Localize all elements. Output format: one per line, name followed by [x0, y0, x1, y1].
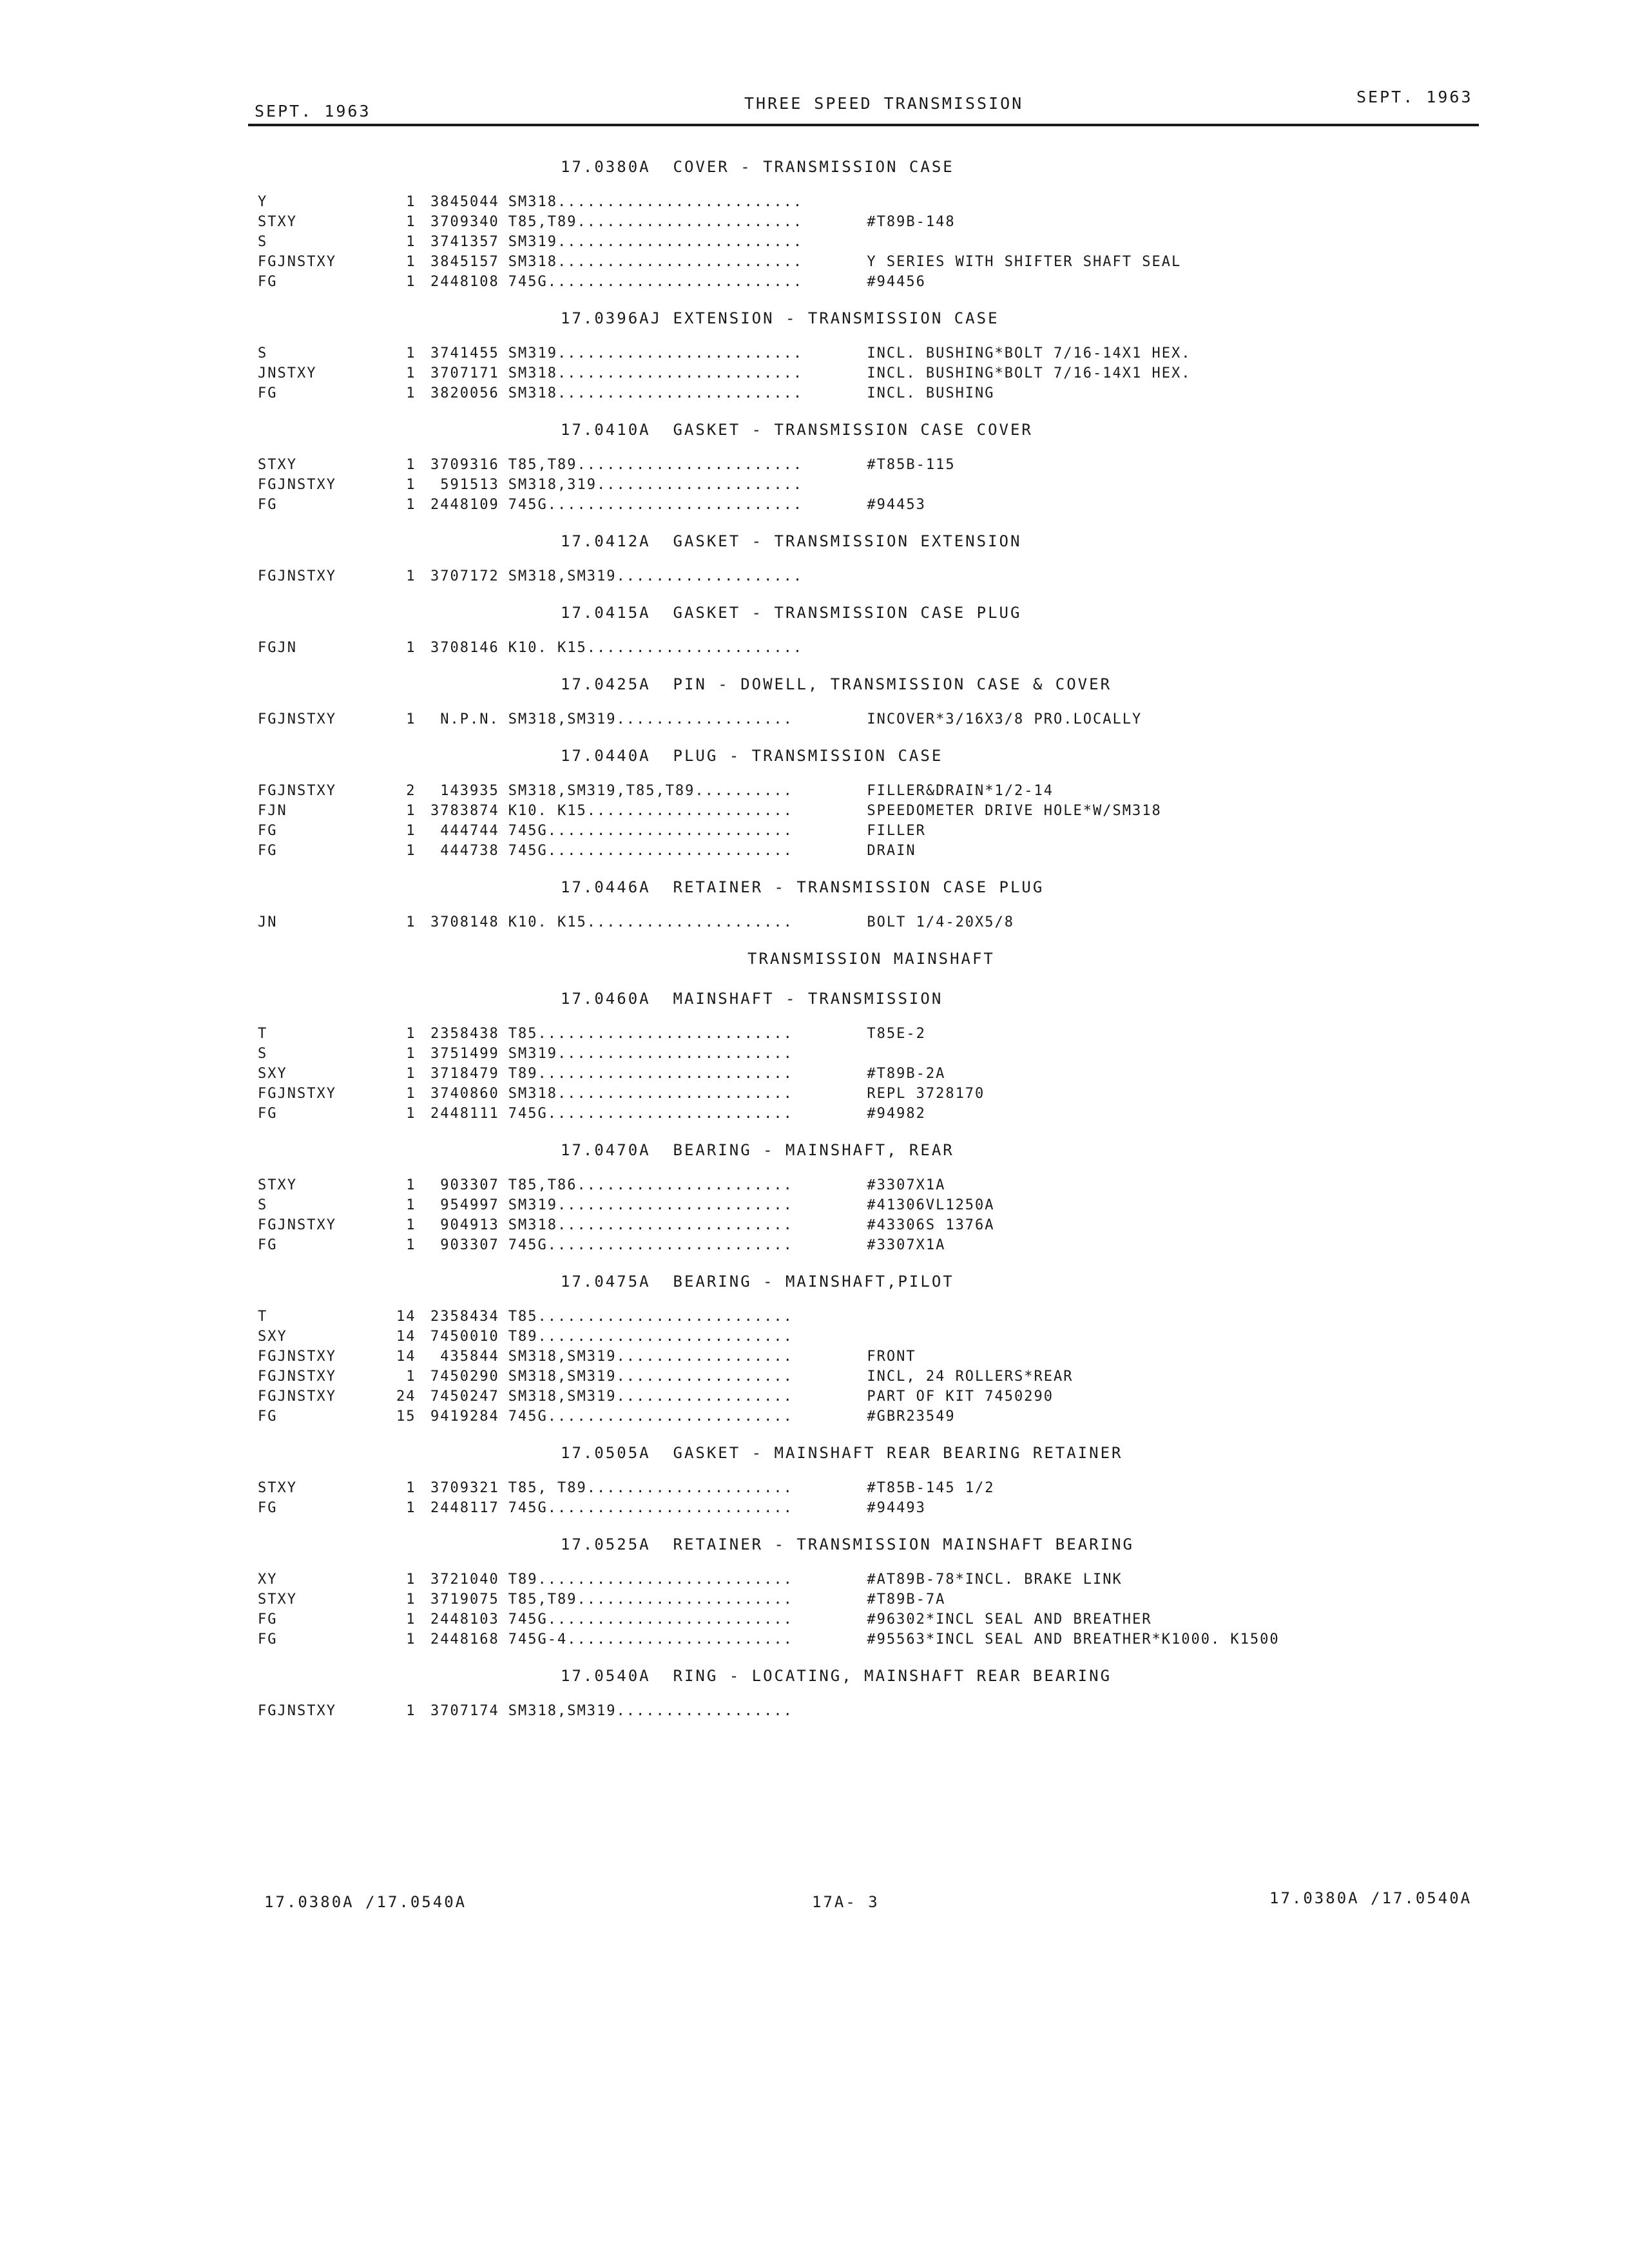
- part-row: [258, 1590, 1431, 1610]
- part-row: [258, 1387, 1431, 1407]
- remarks: #GBR23549: [867, 1408, 956, 1425]
- quantity: 1: [406, 1066, 416, 1082]
- part-row: [258, 638, 1431, 658]
- application: T85,T86......................: [508, 1177, 793, 1193]
- section-title: 17.0412A GASKET - TRANSMISSION EXTENSION: [561, 532, 1022, 550]
- section-title: 17.0525A RETAINER - TRANSMISSION MAINSHAFT BEARING: [561, 1535, 1134, 1553]
- quantity: 1: [406, 1631, 416, 1648]
- remarks: INCL, 24 ROLLERS*REAR: [867, 1369, 1074, 1385]
- quantity: 1: [406, 1591, 416, 1608]
- quantity: 1: [406, 1369, 416, 1385]
- application: 745G.........................: [508, 1106, 793, 1122]
- remarks: #94982: [867, 1106, 926, 1122]
- part-number: 2448108: [430, 274, 499, 290]
- quantity: 1: [406, 1500, 416, 1516]
- application: SM318,SM319..................: [508, 1703, 793, 1719]
- application: 745G.........................: [508, 823, 793, 839]
- section-rows: [258, 455, 1431, 515]
- part-number: N.P.N.: [440, 711, 499, 727]
- series-code: JN: [258, 914, 278, 930]
- part-number: 2448168: [430, 1631, 499, 1648]
- header-date-left: SEPT. 1963: [255, 102, 371, 120]
- footer-page-number: 17A- 3: [812, 1893, 880, 1911]
- remarks: [867, 1044, 1431, 1064]
- remarks: #94456: [867, 274, 926, 290]
- header-title: THREE SPEED TRANSMISSION: [744, 94, 1024, 113]
- section-title: 17.0425A PIN - DOWELL, TRANSMISSION CASE & COVER: [561, 675, 1112, 693]
- application: K10. K15.....................: [508, 803, 793, 819]
- remarks: #3307X1A: [867, 1177, 946, 1193]
- section-rows: [258, 1701, 1431, 1721]
- part-row: [258, 1478, 1431, 1498]
- application: T85,T89......................: [508, 1591, 793, 1608]
- quantity: 1: [406, 803, 416, 819]
- application: SM319.........................: [508, 345, 804, 361]
- quantity: 1: [406, 1197, 416, 1213]
- part-number: 3741455: [430, 345, 499, 361]
- series-code: FGJNSTXY: [258, 783, 336, 799]
- application: 745G.........................: [508, 1611, 793, 1628]
- quantity: 1: [406, 194, 416, 210]
- series-code: FGJNSTXY: [258, 1703, 336, 1719]
- series-code: FGJNSTXY: [258, 254, 336, 270]
- part-number: 435844: [440, 1349, 499, 1365]
- section-rows: [258, 1307, 1431, 1427]
- part-number: 143935: [440, 783, 499, 799]
- remarks: [867, 1307, 1431, 1327]
- part-number: 3721040: [430, 1571, 499, 1588]
- part-number: 903307: [440, 1237, 499, 1253]
- quantity: 14: [396, 1309, 416, 1325]
- quantity: 24: [396, 1389, 416, 1405]
- series-code: FGJN: [258, 640, 297, 656]
- section-rows: [258, 566, 1431, 586]
- section-rows: [258, 709, 1431, 729]
- series-code: FG: [258, 1408, 278, 1425]
- series-code: FG: [258, 1237, 278, 1253]
- section-rows: [258, 781, 1431, 861]
- application: SM318,SM319,T85,T89..........: [508, 783, 793, 799]
- series-code: FG: [258, 823, 278, 839]
- series-code: S: [258, 345, 268, 361]
- remarks: [867, 1327, 1431, 1347]
- application: SM318........................: [508, 1086, 793, 1102]
- series-code: FJN: [258, 803, 287, 819]
- part-row: [258, 912, 1431, 932]
- part-row: [258, 1307, 1431, 1327]
- series-code: FG: [258, 497, 278, 513]
- part-number: 2358434: [430, 1309, 499, 1325]
- part-row: [258, 252, 1431, 272]
- part-number: 3709321: [430, 1480, 499, 1496]
- remarks: FRONT: [867, 1349, 916, 1365]
- section-rows: [258, 1175, 1431, 1255]
- application: T85..........................: [508, 1026, 793, 1042]
- series-code: FG: [258, 1500, 278, 1516]
- section-title: 17.0460A MAINSHAFT - TRANSMISSION: [561, 990, 943, 1008]
- part-number: 2448117: [430, 1500, 499, 1516]
- quantity: 1: [406, 711, 416, 727]
- application: SM318.........................: [508, 194, 804, 210]
- quantity: 1: [406, 1086, 416, 1102]
- part-number: 3751499: [430, 1046, 499, 1062]
- section-title: 17.0540A RING - LOCATING, MAINSHAFT REAR BEARING: [561, 1667, 1112, 1685]
- application: T85,T89.......................: [508, 457, 804, 473]
- part-row: [258, 343, 1431, 363]
- series-code: JNSTXY: [258, 365, 317, 381]
- application: SM318.........................: [508, 365, 804, 381]
- series-code: Y: [258, 194, 268, 210]
- quantity: 1: [406, 385, 416, 401]
- series-code: STXY: [258, 1480, 297, 1496]
- remarks: Y SERIES WITH SHIFTER SHAFT SEAL: [867, 254, 1182, 270]
- remarks: DRAIN: [867, 843, 916, 859]
- footer-range-left: 17.0380A /17.0540A: [264, 1893, 467, 1911]
- series-code: S: [258, 1197, 268, 1213]
- part-number: 3709340: [430, 214, 499, 230]
- application: 745G.........................: [508, 1500, 793, 1516]
- application: SM318.........................: [508, 385, 804, 401]
- section-rows: [258, 1570, 1431, 1649]
- application: SM319.........................: [508, 234, 804, 250]
- part-row: [258, 232, 1431, 252]
- part-row: [258, 475, 1431, 495]
- parts-list: [258, 147, 1431, 1887]
- series-code: STXY: [258, 1177, 297, 1193]
- part-row: [258, 1629, 1431, 1649]
- application: K10. K15......................: [508, 640, 804, 656]
- part-number: 3708148: [430, 914, 499, 930]
- application: T85..........................: [508, 1309, 793, 1325]
- part-row: [258, 1498, 1431, 1518]
- application: T89..........................: [508, 1571, 793, 1588]
- section-title: 17.0380A COVER - TRANSMISSION CASE: [561, 158, 954, 176]
- part-row: [258, 1235, 1431, 1255]
- series-code: FGJNSTXY: [258, 1217, 336, 1233]
- quantity: 2: [406, 783, 416, 799]
- remarks: REPL 3728170: [867, 1086, 985, 1102]
- part-number: 2448109: [430, 497, 499, 513]
- series-code: FG: [258, 274, 278, 290]
- quantity: 1: [406, 274, 416, 290]
- section-title: 17.0415A GASKET - TRANSMISSION CASE PLUG: [561, 604, 1022, 622]
- section-title: 17.0440A PLUG - TRANSMISSION CASE: [561, 747, 943, 765]
- remarks: [867, 232, 1431, 252]
- footer-range-right: 17.0380A /17.0540A: [1269, 1889, 1472, 1907]
- remarks: #AT89B-78*INCL. BRAKE LINK: [867, 1571, 1123, 1588]
- section-title: 17.0410A GASKET - TRANSMISSION CASE COVER: [561, 421, 1033, 439]
- part-number: 3707172: [430, 568, 499, 584]
- remarks: #43306S 1376A: [867, 1217, 995, 1233]
- part-number: 3740860: [430, 1086, 499, 1102]
- part-number: 3708146: [430, 640, 499, 656]
- remarks: [867, 475, 1431, 495]
- part-number: 3709316: [430, 457, 499, 473]
- application: K10. K15.....................: [508, 914, 793, 930]
- part-number: 591513: [440, 477, 499, 493]
- part-number: 3783874: [430, 803, 499, 819]
- quantity: 1: [406, 1217, 416, 1233]
- application: SM318,319.....................: [508, 477, 804, 493]
- application: SM318,SM319..................: [508, 1389, 793, 1405]
- part-row: [258, 1175, 1431, 1195]
- remarks: INCOVER*3/16X3/8 PRO.LOCALLY: [867, 711, 1142, 727]
- remarks: [867, 1701, 1431, 1721]
- application: SM318,SM319..................: [508, 711, 793, 727]
- section-title: 17.0505A GASKET - MAINSHAFT REAR BEARING RETAINER: [561, 1444, 1123, 1462]
- application: T89..........................: [508, 1066, 793, 1082]
- quantity: 1: [406, 1703, 416, 1719]
- remarks: #T89B-148: [867, 214, 956, 230]
- header-rule: [248, 124, 1479, 126]
- remarks: [867, 566, 1431, 586]
- series-code: S: [258, 234, 268, 250]
- application: 745G..........................: [508, 274, 804, 290]
- part-row: [258, 383, 1431, 403]
- remarks: #T89B-2A: [867, 1066, 946, 1082]
- quantity: 1: [406, 365, 416, 381]
- quantity: 1: [406, 1177, 416, 1193]
- application: SM318........................: [508, 1217, 793, 1233]
- part-row: [258, 1215, 1431, 1235]
- quantity: 1: [406, 843, 416, 859]
- part-number: 3820056: [430, 385, 499, 401]
- part-number: 7450247: [430, 1389, 499, 1405]
- part-number: 3845157: [430, 254, 499, 270]
- series-code: FG: [258, 843, 278, 859]
- part-number: 3719075: [430, 1591, 499, 1608]
- group-heading: TRANSMISSION MAINSHAFT: [747, 950, 995, 968]
- section-rows: [258, 343, 1431, 403]
- quantity: 14: [396, 1329, 416, 1345]
- series-code: T: [258, 1309, 268, 1325]
- quantity: 1: [406, 568, 416, 584]
- quantity: 1: [406, 1480, 416, 1496]
- quantity: 1: [406, 1106, 416, 1122]
- application: 745G.........................: [508, 843, 793, 859]
- section-rows: [258, 1024, 1431, 1124]
- application: SM318.........................: [508, 254, 804, 270]
- quantity: 1: [406, 640, 416, 656]
- quantity: 1: [406, 254, 416, 270]
- quantity: 1: [406, 1571, 416, 1588]
- remarks: #95563*INCL SEAL AND BREATHER*K1000. K1500: [867, 1631, 1280, 1648]
- remarks: INCL. BUSHING*BOLT 7/16-14X1 HEX.: [867, 345, 1191, 361]
- part-row: [258, 1044, 1431, 1064]
- series-code: FGJNSTXY: [258, 1369, 336, 1385]
- remarks: #41306VL1250A: [867, 1197, 995, 1213]
- application: SM318,SM319...................: [508, 568, 804, 584]
- application: T85, T89.....................: [508, 1480, 793, 1496]
- remarks: #3307X1A: [867, 1237, 946, 1253]
- part-number: 3707174: [430, 1703, 499, 1719]
- remarks: #T89B-7A: [867, 1591, 946, 1608]
- part-number: 2358438: [430, 1026, 499, 1042]
- remarks: #94453: [867, 497, 926, 513]
- remarks: INCL. BUSHING: [867, 385, 995, 401]
- series-code: SXY: [258, 1329, 287, 1345]
- application: 745G..........................: [508, 497, 804, 513]
- quantity: 1: [406, 234, 416, 250]
- series-code: FGJNSTXY: [258, 711, 336, 727]
- remarks: #96302*INCL SEAL AND BREATHER: [867, 1611, 1152, 1628]
- series-code: S: [258, 1046, 268, 1062]
- part-row: [258, 272, 1431, 292]
- application: SM318,SM319..................: [508, 1369, 793, 1385]
- part-row: [258, 566, 1431, 586]
- application: T85,T89.......................: [508, 214, 804, 230]
- part-number: 2448103: [430, 1611, 499, 1628]
- quantity: 1: [406, 345, 416, 361]
- remarks: #94493: [867, 1500, 926, 1516]
- part-row: [258, 192, 1431, 212]
- part-row: [258, 1104, 1431, 1124]
- remarks: BOLT 1/4-20X5/8: [867, 914, 1015, 930]
- application: 745G.........................: [508, 1408, 793, 1425]
- part-number: 7450010: [430, 1329, 499, 1345]
- quantity: 1: [406, 1026, 416, 1042]
- quantity: 1: [406, 497, 416, 513]
- series-code: SXY: [258, 1066, 287, 1082]
- section-title: 17.0470A BEARING - MAINSHAFT, REAR: [561, 1141, 954, 1159]
- section-title: 17.0446A RETAINER - TRANSMISSION CASE PLUG: [561, 878, 1045, 896]
- part-row: [258, 455, 1431, 475]
- part-number: 3707171: [430, 365, 499, 381]
- part-row: [258, 495, 1431, 515]
- part-number: 7450290: [430, 1369, 499, 1385]
- remarks: #T85B-145 1/2: [867, 1480, 995, 1496]
- part-number: 444744: [440, 823, 499, 839]
- remarks: PART OF KIT 7450290: [867, 1389, 1054, 1405]
- section-rows: [258, 638, 1431, 658]
- part-row: [258, 1701, 1431, 1721]
- part-row: [258, 709, 1431, 729]
- part-row: [258, 212, 1431, 232]
- series-code: FGJNSTXY: [258, 568, 336, 584]
- application: SM318,SM319..................: [508, 1349, 793, 1365]
- part-row: [258, 841, 1431, 861]
- page-header: [248, 82, 1479, 137]
- quantity: 15: [396, 1408, 416, 1425]
- section-title: 17.0475A BEARING - MAINSHAFT,PILOT: [561, 1273, 954, 1291]
- part-number: 3845044: [430, 194, 499, 210]
- remarks: FILLER: [867, 823, 926, 839]
- part-row: [258, 1024, 1431, 1044]
- remarks: [867, 638, 1431, 658]
- part-row: [258, 801, 1431, 821]
- application: 745G-4.......................: [508, 1631, 793, 1648]
- remarks: SPEEDOMETER DRIVE HOLE*W/SM318: [867, 803, 1162, 819]
- part-row: [258, 1064, 1431, 1084]
- quantity: 14: [396, 1349, 416, 1365]
- remarks: [867, 192, 1431, 212]
- part-row: [258, 1084, 1431, 1104]
- series-code: STXY: [258, 457, 297, 473]
- series-code: T: [258, 1026, 268, 1042]
- part-number: 954997: [440, 1197, 499, 1213]
- series-code: FG: [258, 1631, 278, 1648]
- remarks: FILLER&DRAIN*1/2-14: [867, 783, 1054, 799]
- quantity: 1: [406, 914, 416, 930]
- section-rows: [258, 912, 1431, 932]
- quantity: 1: [406, 823, 416, 839]
- application: SM319........................: [508, 1197, 793, 1213]
- quantity: 1: [406, 1046, 416, 1062]
- part-row: [258, 1327, 1431, 1347]
- part-number: 904913: [440, 1217, 499, 1233]
- part-row: [258, 1195, 1431, 1215]
- series-code: FG: [258, 1106, 278, 1122]
- series-code: XY: [258, 1571, 278, 1588]
- series-code: FGJNSTXY: [258, 1086, 336, 1102]
- application: 745G.........................: [508, 1237, 793, 1253]
- part-number: 3718479: [430, 1066, 499, 1082]
- remarks: INCL. BUSHING*BOLT 7/16-14X1 HEX.: [867, 365, 1191, 381]
- part-number: 2448111: [430, 1106, 499, 1122]
- remarks: #T85B-115: [867, 457, 956, 473]
- part-row: [258, 1570, 1431, 1590]
- header-date-right: SEPT. 1963: [1356, 88, 1473, 106]
- series-code: FGJNSTXY: [258, 477, 336, 493]
- part-number: 444738: [440, 843, 499, 859]
- series-code: FG: [258, 1611, 278, 1628]
- section-rows: [258, 1478, 1431, 1518]
- series-code: FGJNSTXY: [258, 1389, 336, 1405]
- section-title: 17.0396AJ EXTENSION - TRANSMISSION CASE: [561, 309, 999, 327]
- series-code: STXY: [258, 1591, 297, 1608]
- part-row: [258, 1347, 1431, 1367]
- series-code: FGJNSTXY: [258, 1349, 336, 1365]
- part-row: [258, 1610, 1431, 1629]
- quantity: 1: [406, 1611, 416, 1628]
- part-row: [258, 1407, 1431, 1427]
- page-footer: [264, 1889, 1476, 1919]
- part-number: 9419284: [430, 1408, 499, 1425]
- part-row: [258, 1367, 1431, 1387]
- part-number: 903307: [440, 1177, 499, 1193]
- quantity: 1: [406, 1237, 416, 1253]
- application: SM319........................: [508, 1046, 793, 1062]
- part-row: [258, 781, 1431, 801]
- remarks: T85E-2: [867, 1026, 926, 1042]
- quantity: 1: [406, 214, 416, 230]
- series-code: STXY: [258, 214, 297, 230]
- part-row: [258, 821, 1431, 841]
- section-rows: [258, 192, 1431, 292]
- part-row: [258, 363, 1431, 383]
- quantity: 1: [406, 457, 416, 473]
- application: T89..........................: [508, 1329, 793, 1345]
- quantity: 1: [406, 477, 416, 493]
- part-number: 3741357: [430, 234, 499, 250]
- series-code: FG: [258, 385, 278, 401]
